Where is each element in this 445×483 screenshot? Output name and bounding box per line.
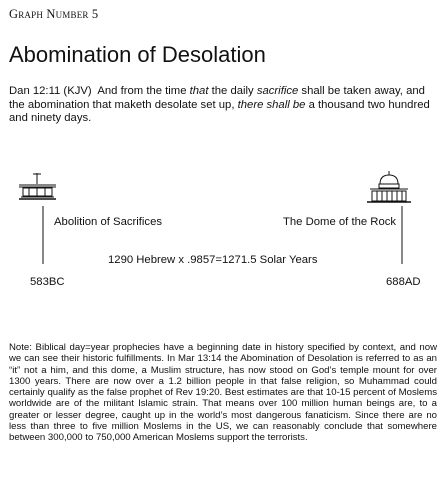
verse-part-2: the daily bbox=[208, 85, 257, 97]
timeline-graphic bbox=[0, 170, 445, 300]
note-paragraph: Note: Biblical day=year prophecies have a beginning date in history specified by context, and now we can see their historic fulfillments. In Mar 13:14 the Abomination of Desolation is referred to as an “it” not a him, and this dome, a Muslim structure, has now stood on God’s temple mount for over 1300 years. There are now over a 1.2 billion people in that false religion, so Muhammad could certainly qualify as the false prophet of Rev 19:20. Best estimates are that 10-15 percent of Moslems worldwide are of the militant Islamic strain. That means over 100 million human beings are, to a greater or lesser degree, caught up in the world’s most dangerous fanaticism. Since there are no less than three to five million Moslems in the US, we can reasonably conclude that somewhere between 300,000 to 750,000 American Moslems support the terrorists. bbox=[9, 342, 437, 444]
right-date: 688AD bbox=[386, 276, 421, 288]
verse-part-1: And from the time bbox=[97, 85, 190, 97]
verse-italic-3: there shall be bbox=[237, 98, 306, 111]
timeline bbox=[0, 170, 445, 300]
verse-italic-1: that bbox=[189, 85, 209, 97]
verse-text bbox=[9, 85, 436, 126]
dome-of-the-rock-icon bbox=[367, 171, 411, 202]
year-calculation: 1290 Hebrew x .9857=1271.5 Solar Years bbox=[108, 254, 318, 266]
verse-reference: Dan 12:11 (KJV) bbox=[9, 85, 92, 97]
left-date: 583BC bbox=[30, 276, 65, 288]
verse-part-4: a thousand two hundred and ninety days. bbox=[9, 98, 430, 124]
right-event-label: The Dome of the Rock bbox=[283, 216, 397, 228]
altar-icon bbox=[19, 173, 56, 199]
page-title: Abomination of Desolation bbox=[9, 42, 266, 67]
verse-italic-2: sacrifice bbox=[256, 85, 299, 97]
verse-part-3: shall be taken away, and the abomination that maketh desolate set up, bbox=[9, 85, 425, 111]
left-event-label: Abolition of Sacrifices bbox=[54, 216, 162, 228]
graph-number: Graph Number 5 bbox=[9, 7, 99, 21]
